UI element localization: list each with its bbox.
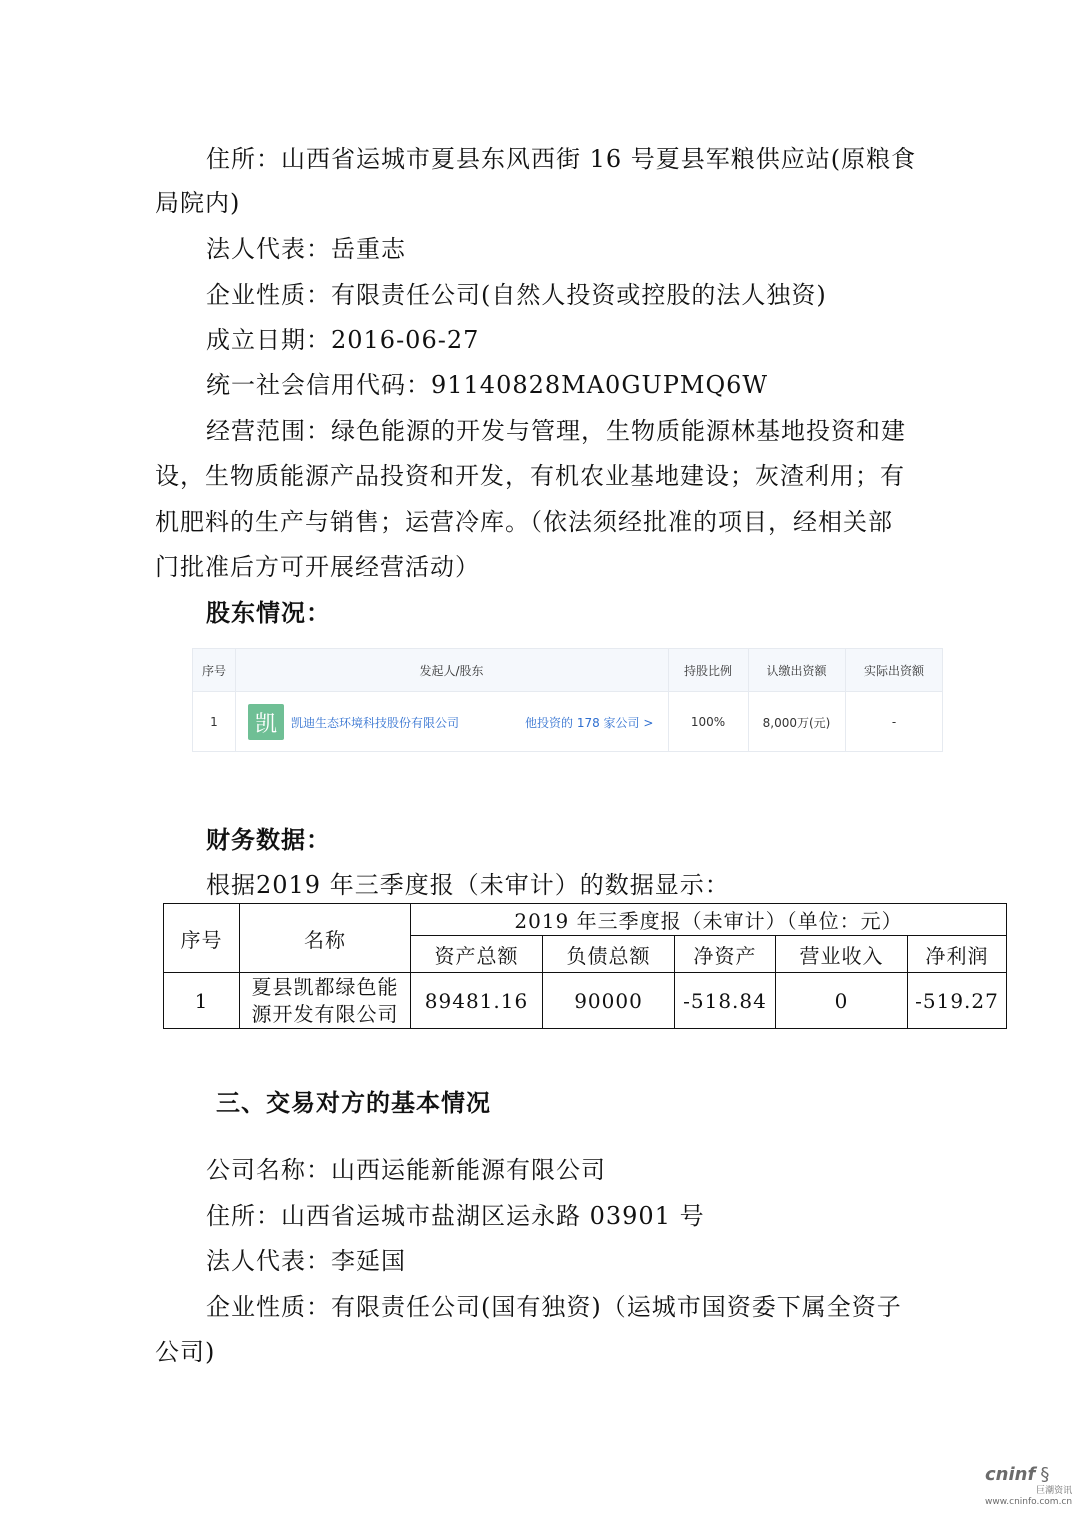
header-index: 序号 bbox=[201, 663, 226, 678]
fin-row-assets: 89481.16 bbox=[411, 973, 543, 1029]
section-heading: 三、交易对方的基本情况 bbox=[216, 1089, 491, 1117]
fin-sub-revenue: 营业收入 bbox=[776, 936, 908, 973]
shareholders-heading: 股东情况： bbox=[206, 599, 331, 627]
scope-line3: 机肥料的生产与销售；运营冷库。（依法须经批准的项目，经相关部 bbox=[155, 508, 893, 536]
counterparty-legal-rep: 法人代表：李延国 bbox=[206, 1247, 406, 1275]
fin-header-name: 名称 bbox=[240, 904, 411, 973]
counterparty-address: 住所：山西省运城市盐湖区运永路 03901 号 bbox=[206, 1202, 705, 1230]
fin-sub-net-assets: 净资产 bbox=[675, 936, 776, 973]
cninfo-swirl-icon: § bbox=[1040, 1464, 1050, 1485]
scope-line1: 经营范围：绿色能源的开发与管理，生物质能源林基地投资和建 bbox=[206, 417, 906, 445]
fin-row-net-profit: -519.27 bbox=[908, 973, 1007, 1029]
fin-row-name bbox=[240, 973, 411, 1029]
address-line2: 局院内) bbox=[155, 189, 241, 217]
shareholder-table bbox=[192, 648, 943, 752]
legal-rep: 法人代表：岳重志 bbox=[206, 235, 406, 263]
cninfo-brand: cninf bbox=[985, 1464, 1036, 1485]
financials-heading: 财务数据： bbox=[206, 826, 331, 854]
fin-period-header: 2019 年三季度报（未审计）（单位：元） bbox=[411, 904, 1007, 936]
counterparty-nature-line1: 企业性质：有限责任公司(国有独资)（运城市国资委下属全资子 bbox=[206, 1293, 902, 1321]
counterparty-nature-line2: 公司) bbox=[155, 1338, 216, 1366]
cninfo-url: www.cninfo.com.cn bbox=[985, 1497, 1073, 1507]
investments-link[interactable]: 他投资的 178 家公司 > bbox=[525, 715, 654, 730]
fin-row-liabilities: 90000 bbox=[543, 973, 675, 1029]
cninfo-cn: 巨潮资讯 bbox=[1036, 1486, 1073, 1496]
row-index: 1 bbox=[210, 715, 218, 729]
fin-sub-net-profit: 净利润 bbox=[908, 936, 1007, 973]
header-subscribed: 认缴出资额 bbox=[766, 663, 827, 678]
fin-sub-assets: 资产总额 bbox=[411, 936, 543, 973]
fin-row-name-line1: 夏县凯都绿色能 bbox=[251, 974, 399, 999]
counterparty-name: 公司名称：山西运能新能源有限公司 bbox=[206, 1156, 606, 1184]
fin-sub-liabilities: 负债总额 bbox=[543, 936, 675, 973]
fin-row-index: 1 bbox=[164, 973, 240, 1029]
row-ratio: 100% bbox=[690, 715, 726, 729]
address-line1: 住所：山西省运城市夏县东风西街 16 号夏县军粮供应站(原粮食 bbox=[206, 145, 917, 173]
cninfo-watermark bbox=[985, 1464, 1072, 1507]
shareholder-name-link[interactable]: 凯迪生态环境科技股份有限公司 bbox=[291, 715, 460, 730]
row-actual: - bbox=[891, 715, 897, 729]
row-subscribed: 8,000万(元) bbox=[762, 715, 831, 730]
header-actual: 实际出资额 bbox=[863, 663, 924, 678]
enterprise-nature: 企业性质：有限责任公司(自然人投资或控股的法人独资) bbox=[206, 281, 827, 309]
credit-code: 统一社会信用代码：91140828MA0GUPMQ6W bbox=[206, 371, 769, 399]
scope-line4: 门批准后方可开展经营活动） bbox=[155, 553, 480, 581]
scope-line2: 设，生物质能源产品投资和开发，有机农业基地建设；灰渣利用；有 bbox=[155, 462, 905, 490]
header-shareholder: 发起人/股东 bbox=[419, 663, 484, 678]
fin-row-name-line2: 源开发有限公司 bbox=[251, 1001, 399, 1026]
fin-header-index: 序号 bbox=[164, 904, 240, 973]
company-logo: 凯 bbox=[248, 704, 284, 740]
header-ratio: 持股比例 bbox=[683, 663, 732, 678]
financials-intro: 根据2019 年三季度报（未审计）的数据显示： bbox=[206, 871, 730, 899]
fin-row-net-assets: -518.84 bbox=[675, 973, 776, 1029]
financial-table bbox=[163, 903, 1007, 1029]
founded-date: 成立日期：2016-06-27 bbox=[206, 326, 480, 354]
fin-row-revenue: 0 bbox=[776, 973, 908, 1029]
